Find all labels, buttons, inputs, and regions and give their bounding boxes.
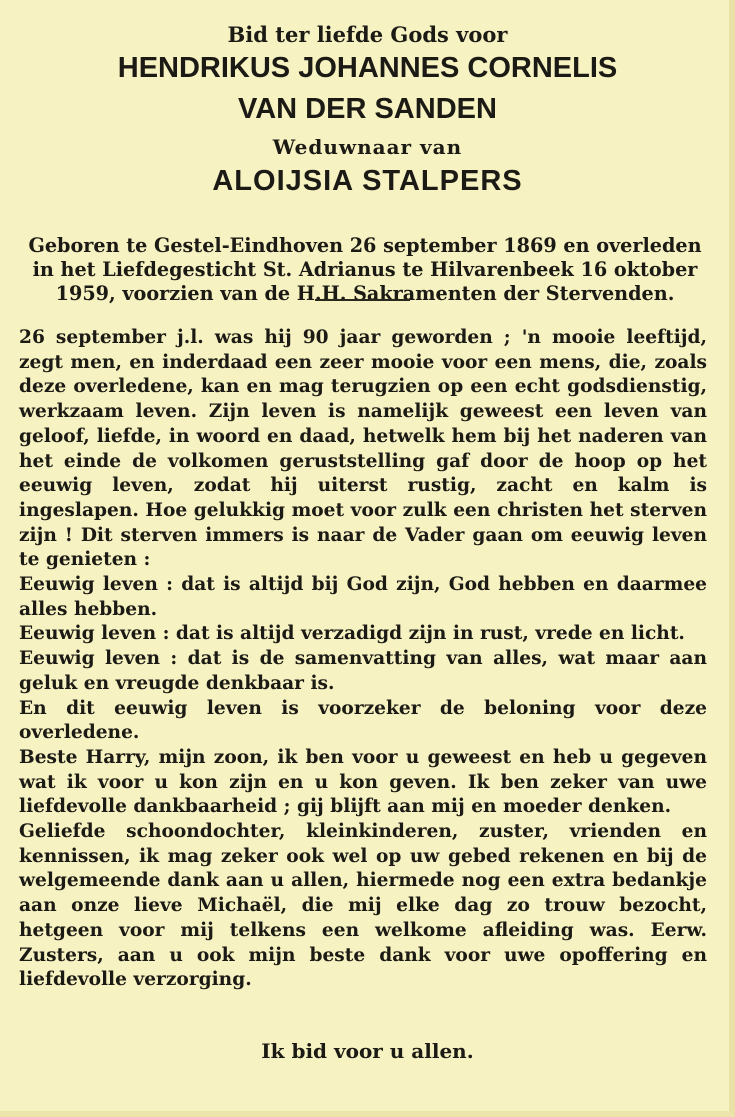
paragraph: Eeuwig leven : dat is altijd bij God zijn, God hebben en daarmee alles hebben. <box>19 574 707 620</box>
paragraph: Beste Harry, mijn zoon, ik ben voor u geweest en heb u gegeven wat ik voor u kon zijn en u kon geven. Ik ben zeker van uwe liefdevolle dankbaarheid ; gij blijft aan mij en moeder denken. <box>19 746 707 818</box>
spouse-name: ALOIJSIA STALPERS <box>212 165 523 197</box>
card-intro: Bid ter liefde Gods voor <box>227 22 508 47</box>
deceased-name-line2: VAN DER SANDEN <box>238 93 497 125</box>
biography: Geboren te Gestel-Eindhoven 26 september 1869 en overleden in het Liefdegesticht St. Adrianus te Hilvarenbeek 16 oktober 1959, voorzien van de H.H. Sakramenten der Stervenden. <box>28 234 702 306</box>
paragraph: 26 september j.l. was hij 90 jaar geworden ; 'n mooie leeftijd, zegt men, en inderdaad een zeer mooie voor een mens, die, zoals deze overledene, kan en mag terugzien op een echt godsdienstig, werkzaam leven. Zijn leven is namelijk geweest een leven van geloof, liefde, in woord en daad, hetwelk hem bij het naderen van het einde de volkomen geruststelling gaf door de hoop op het eeuwig leven, zodat hij uiterst rustig, zacht en kalm is ingeslapen. Hoe gelukkig moet voor zulk een christen het sterven zijn ! Dit sterven immers is naar de Vader gaan om eeuwig leven te genieten : <box>19 327 707 571</box>
deceased-name-line1: HENDRIKUS JOHANNES CORNELIS <box>117 52 618 84</box>
paragraph: Geliefde schoondochter, kleinkinderen, zuster, vrienden en kennissen, ik mag zeker ook wel op uw gebed rekenen en bij de welgemeende dank aan u allen, hiermede nog een extra bedankje aan onze lieve Michaël, die mij elke dag zo trouw bezocht, hetgeen voor mij telkens een welkome afleiding was. Eerw. Zusters, aan u ook mijn beste dank voor uwe opoffering en liefdevolle verzorging. <box>19 821 707 991</box>
paragraph: En dit eeuwig leven is voorzeker de beloning voor deze overledene. <box>19 697 707 744</box>
divider-rule <box>315 299 410 301</box>
closing-prayer: Ik bid voor u allen. <box>261 1039 474 1063</box>
paragraph: Eeuwig leven : dat is de samenvatting van alles, wat maar aan geluk en vreugde denkbaar is. <box>19 648 707 694</box>
body-text <box>19 326 707 993</box>
paragraph: Eeuwig leven : dat is altijd verzadigd zijn in rust, vrede en licht. <box>19 623 685 645</box>
relation-label: Weduwnaar van <box>272 135 463 159</box>
